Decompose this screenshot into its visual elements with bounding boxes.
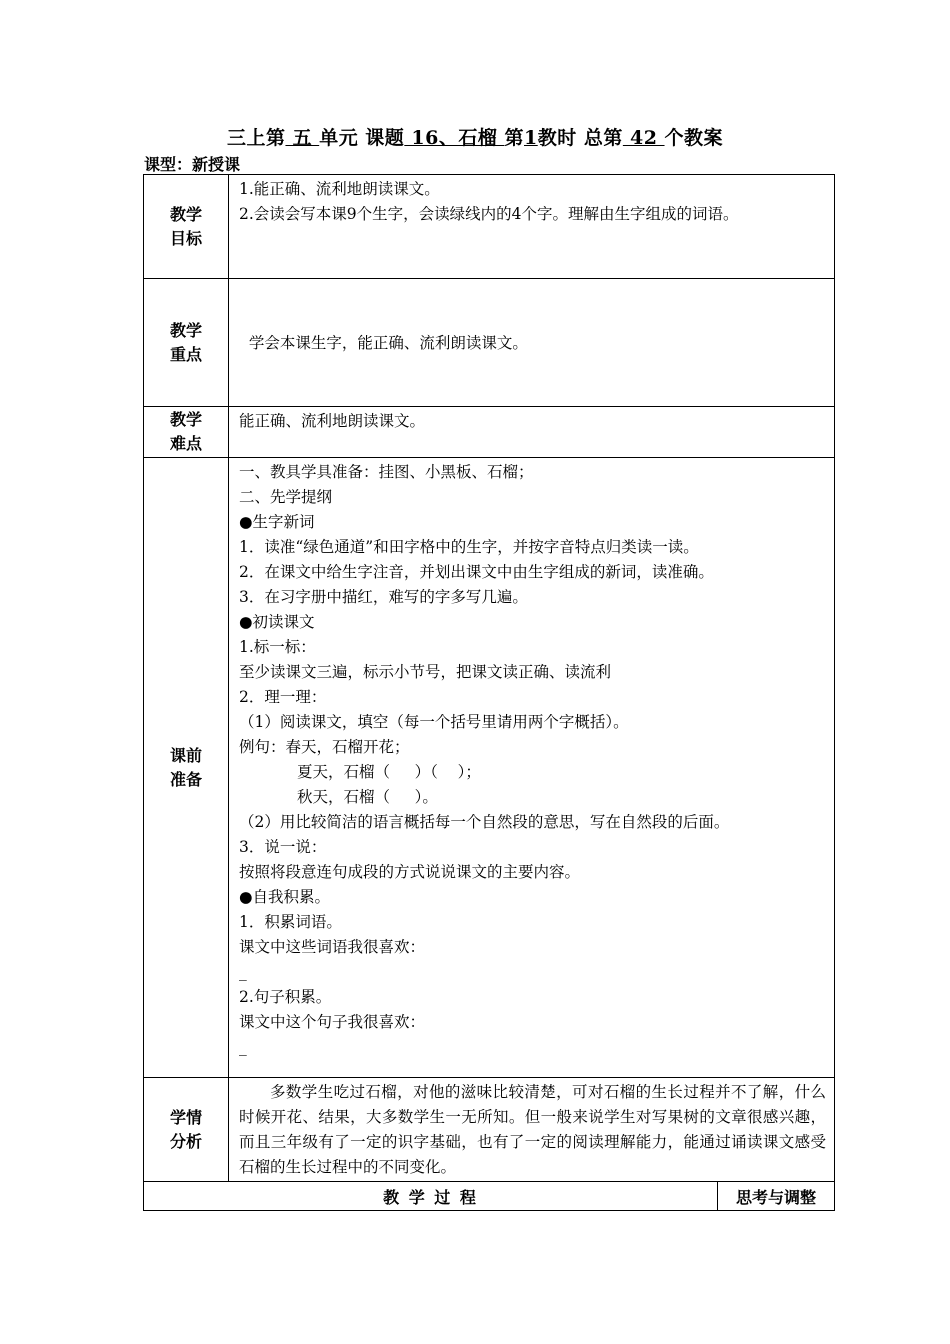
page-title	[0, 123, 950, 150]
preparation-content	[229, 458, 835, 1078]
title-text: 三上第	[226, 127, 286, 149]
key-points-row	[144, 279, 835, 407]
goals-label: 教学 目标	[144, 175, 229, 279]
prep-line: 课文中这些词语我很喜欢：	[239, 938, 426, 956]
prep-line: 至少读课文三遍，标示小节号，把课文读正确、读流利	[239, 663, 612, 681]
prep-line: 课文中这个句子我很喜欢：	[239, 1013, 426, 1031]
goal-item: 2.会读会写本课9个生字，会读绿线内的4个字。理解由生字组成的词语。	[239, 205, 739, 223]
prep-line: 2.句子积累。	[239, 988, 332, 1006]
analysis-label: 学情 分析	[144, 1078, 229, 1182]
prep-line: （2）用比较简洁的语言概括每一个自然段的意思，写在自然段的后面。	[239, 813, 730, 831]
prep-line: 1．积累词语。	[239, 913, 342, 931]
prep-line: （1）阅读课文，填空（每一个括号里请用两个字概括）。	[239, 713, 629, 731]
blank-line: _	[239, 963, 247, 981]
key-points-content: 学会本课生字，能正确、流利朗读课文。	[229, 279, 835, 407]
prep-line: 1.标一标：	[239, 638, 316, 656]
prep-line: 3．说一说：	[239, 838, 327, 856]
goal-item: 1.能正确、流利地朗读课文。	[239, 180, 440, 198]
reflection-label: 思考与调整	[718, 1182, 835, 1211]
goals-content	[229, 175, 835, 279]
analysis-content: 多数学生吃过石榴，对他的滋味比较清楚，可对石榴的生长过程并不了解，什么时候开花、结果，大多数学生一无所知。但一般来说学生对写果树的文章很感兴趣，而且三年级有了一定的识字基础，也有了一定的阅读理解能力，能通过诵读课文感受石榴的生长过程中的不同变化。	[229, 1078, 835, 1182]
prep-line: 1．读准“绿色通道”和田字格中的生字，并按字音特点归类读一读。	[239, 538, 699, 556]
title-text: 单元 课题	[319, 127, 405, 149]
difficulties-label: 教学 难点	[144, 407, 229, 458]
prep-line: 3．在习字册中描红，难写的字多写几遍。	[239, 588, 528, 606]
prep-line: ●自我积累。	[239, 888, 331, 906]
prep-line: ●初读课文	[239, 613, 315, 631]
goals-row	[144, 175, 835, 279]
prep-line: 例句：春天，石榴开花；	[239, 738, 410, 756]
prep-line: 一、教具学具准备：挂图、小黑板、石榴；	[239, 463, 534, 481]
prep-line: 二、先学提纲	[239, 488, 333, 506]
period-number: 1	[524, 127, 538, 149]
analysis-row	[144, 1078, 835, 1182]
process-label: 教 学 过 程	[144, 1182, 718, 1211]
title-text: 个教案	[664, 127, 724, 149]
preparation-label: 课前 准备	[144, 458, 229, 1078]
lesson-plan-table	[143, 174, 835, 1211]
title-text: 教时 总第	[537, 127, 623, 149]
prep-line: 按照将段意连句成段的方式说说课文的主要内容。	[239, 863, 581, 881]
unit-number: 五	[285, 127, 320, 149]
title-text: 第	[504, 127, 524, 149]
process-header-row	[144, 1182, 835, 1211]
lesson-type: 课型：新授课	[144, 155, 241, 174]
prep-line: 2．在课文中给生字注音，并划出课文中由生字组成的新词，读准确。	[239, 563, 714, 581]
difficulties-content: 能正确、流利地朗读课文。	[229, 407, 835, 458]
key-points-label: 教学 重点	[144, 279, 229, 407]
prep-line: 秋天，石榴（ ）。	[297, 788, 438, 806]
difficulties-row	[144, 407, 835, 458]
blank-line: _	[239, 1038, 247, 1056]
lesson-topic: 16、石榴	[404, 127, 505, 149]
prep-line: 2．理一理：	[239, 688, 327, 706]
plan-total-number: 42	[622, 127, 665, 149]
prep-line: 夏天，石榴（ ）（ ）；	[297, 763, 481, 781]
prep-line: ●生字新词	[239, 513, 315, 531]
preparation-row	[144, 458, 835, 1078]
